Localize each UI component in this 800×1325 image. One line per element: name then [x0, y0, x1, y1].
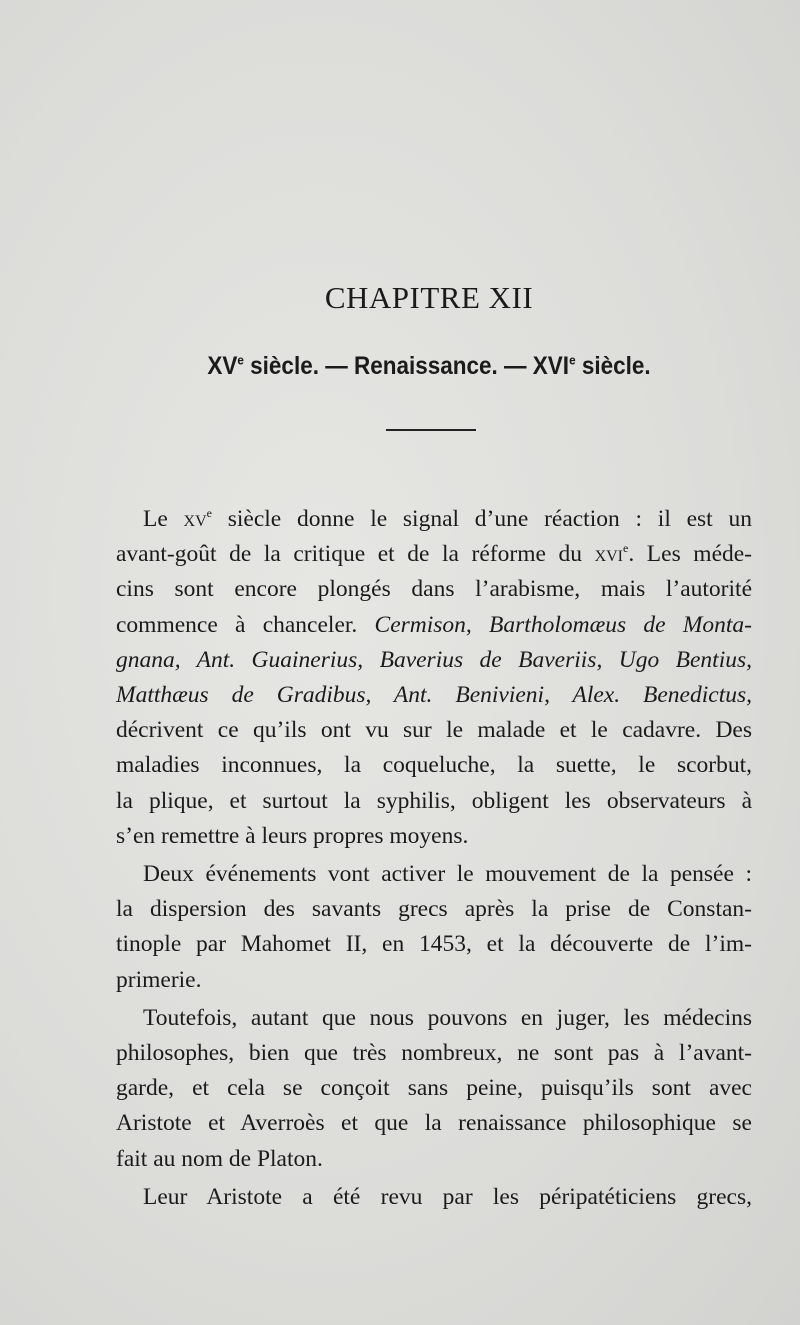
chapter-subtitle: XVe siècle. — Renaissance. — XVIe siècle. — [207, 352, 651, 380]
text-span: Leur Aristote a été revu par les péripatéticiens grecs, — [143, 1183, 752, 1210]
text-span: xv — [183, 506, 207, 532]
text-span: philosophes, bien que très nombreux, ne sont pas à l’avant- — [116, 1040, 752, 1067]
text-span: e — [623, 541, 629, 556]
paragraph — [116, 1001, 752, 1177]
text-span: siècle donne le signal d’une réaction : il est un — [211, 506, 752, 532]
text-span: s’en remettre à leurs propres moyens. — [116, 822, 469, 849]
body-text — [116, 502, 752, 1218]
title-rule — [386, 429, 476, 431]
text-line — [116, 1106, 752, 1141]
text-span: tinople par Mahomet II, en 1453, et la découverte de l’im- — [116, 931, 752, 958]
text-line — [116, 1142, 752, 1177]
text-line — [116, 927, 752, 962]
text-span: cins sont encore plongés dans l’arabisme, mais l’autorité — [116, 576, 752, 603]
text-span: gnana, Ant. Guainerius, Baverius de Baveriis, Ugo Bentius, — [116, 646, 752, 673]
text-line — [116, 1036, 752, 1071]
text-span: maladies inconnues, la coqueluche, la suette, le scorbut, — [116, 752, 752, 779]
text-line — [116, 963, 752, 998]
text-span: Aristote et Averroès et que la renaissance philosophique se — [116, 1110, 752, 1137]
text-span: Toutefois, autant que nous pouvons en juger, les médecins — [143, 1004, 752, 1031]
text-span: Cermison, Bartholomæus de Monta- — [374, 611, 752, 638]
text-span: la dispersion des savants grecs après la prise de Constan- — [116, 896, 752, 923]
text-line — [116, 892, 752, 927]
text-span: la plique, et surtout la syphilis, obligent les observateurs à — [116, 787, 752, 814]
text-span: Le — [143, 506, 184, 532]
paragraph — [116, 1180, 752, 1215]
chapter-title: CHAPITRE XII — [324, 280, 534, 315]
text-span: Matthæus de Gradibus, Ant. Benivieni, Alex. Benedictus, — [116, 682, 752, 709]
text-span: Deux événements vont activer le mouvement de la pensée : — [143, 861, 752, 888]
text-line — [116, 1001, 752, 1036]
text-line — [116, 819, 752, 854]
paragraph — [116, 857, 752, 998]
text-line — [116, 678, 752, 713]
text-line — [116, 608, 752, 643]
text-line — [116, 1180, 752, 1215]
text-span: avant-goût de la critique et de la réforme du — [116, 541, 595, 568]
text-line — [116, 572, 752, 607]
text-span: commence à chanceler. — [116, 611, 375, 638]
text-span: fait au nom de Platon. — [116, 1145, 323, 1172]
text-span: e — [206, 506, 212, 521]
text-line — [116, 784, 752, 819]
text-span: . Les méde- — [628, 541, 752, 568]
text-line — [116, 857, 752, 892]
text-span: décrivent ce qu’ils ont vu sur le malade et le cadavre. Des — [116, 717, 752, 744]
text-line — [116, 1071, 752, 1106]
paragraph — [116, 502, 752, 854]
text-line — [116, 643, 752, 678]
text-line — [116, 748, 752, 783]
text-span: garde, et cela se conçoit sans peine, puisqu’ils sont avec — [116, 1075, 752, 1102]
text-line — [116, 537, 752, 572]
text-span: xvi — [594, 541, 623, 568]
text-line — [116, 502, 752, 537]
text-line — [116, 713, 752, 748]
text-span: primerie. — [116, 966, 202, 993]
